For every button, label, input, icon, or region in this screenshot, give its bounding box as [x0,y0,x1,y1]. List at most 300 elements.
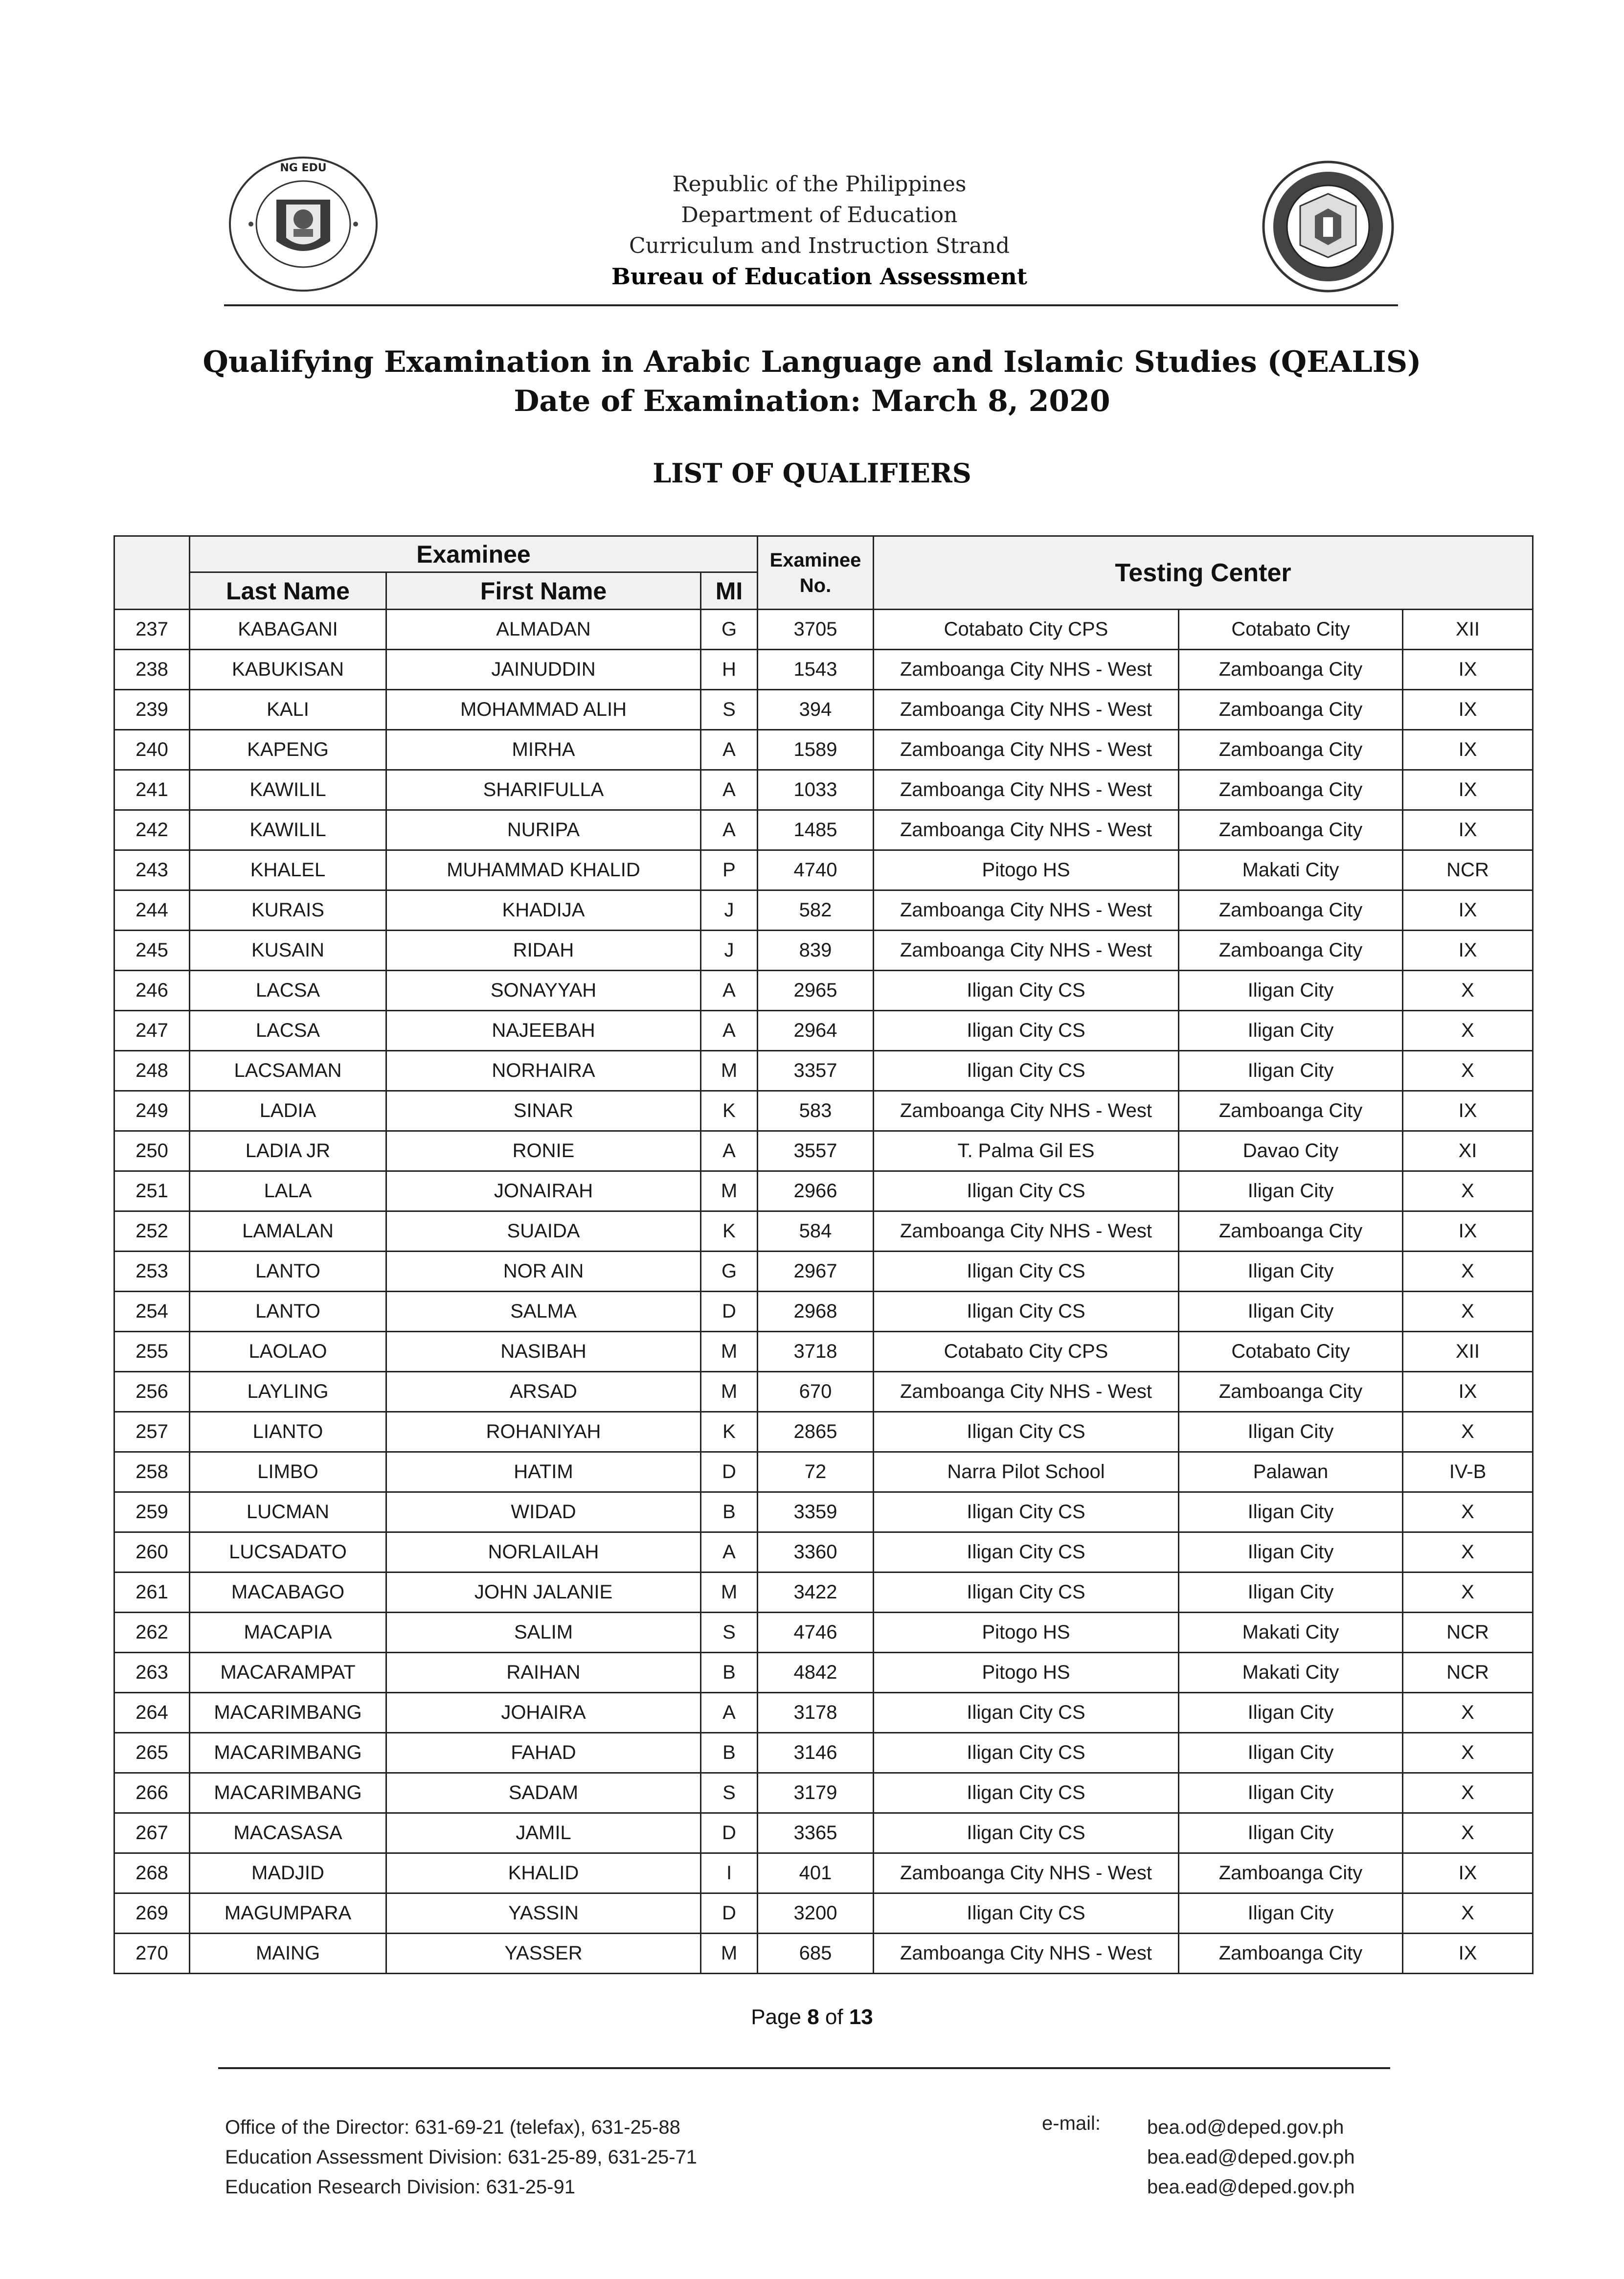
row-number: 255 [114,1332,190,1372]
letterhead [489,169,1150,292]
testing-center-city: Zamboanga City [1179,1091,1403,1131]
row-number: 250 [114,1131,190,1171]
header-examinee: Examinee [190,536,758,572]
row-number: 253 [114,1252,190,1292]
testing-center-region: XII [1403,1332,1533,1372]
first-name: ALMADAN [386,610,701,650]
testing-center-region: IX [1403,1372,1533,1412]
first-name: KHADIJA [386,890,701,931]
footer-email-od: bea.od@deped.gov.ph [1147,2117,1344,2138]
testing-center-school: Iligan City CS [874,1573,1179,1613]
header-last-name: Last Name [190,572,386,610]
testing-center-school: Iligan City CS [874,1693,1179,1733]
table-row [114,1452,1533,1492]
testing-center-school: Iligan City CS [874,1893,1179,1934]
first-name: KHALID [386,1853,701,1893]
testing-center-school: Pitogo HS [874,1613,1179,1653]
examinee-number: 685 [758,1934,874,1974]
middle-initial: B [701,1733,758,1773]
examinee-number: 2967 [758,1252,874,1292]
testing-center-region: XI [1403,1131,1533,1171]
header-examinee-no-line2: No. [799,574,832,596]
examinee-number: 3365 [758,1813,874,1853]
header-first-name: First Name [386,572,701,610]
testing-center-school: Zamboanga City NHS - West [874,770,1179,810]
examinee-number: 4842 [758,1653,874,1693]
examinee-number: 401 [758,1853,874,1893]
first-name: SALIM [386,1613,701,1653]
header-row-number [114,536,190,610]
table-row [114,770,1533,810]
testing-center-school: Zamboanga City NHS - West [874,1853,1179,1893]
last-name: LANTO [190,1252,386,1292]
testing-center-region: X [1403,1773,1533,1813]
row-number: 247 [114,1011,190,1051]
table-row [114,1412,1533,1452]
table-row [114,971,1533,1011]
testing-center-region: IX [1403,650,1533,690]
last-name: LACSA [190,1011,386,1051]
middle-initial: M [701,1051,758,1091]
first-name: NOR AIN [386,1252,701,1292]
middle-initial: A [701,1131,758,1171]
header-examinee-no [758,536,874,610]
last-name: MAGUMPARA [190,1893,386,1934]
row-number: 239 [114,690,190,730]
first-name: RIDAH [386,931,701,971]
testing-center-school: Pitogo HS [874,1653,1179,1693]
middle-initial: H [701,650,758,690]
table-row [114,1252,1533,1292]
testing-center-city: Zamboanga City [1179,1853,1403,1893]
first-name: JOHN JALANIE [386,1573,701,1613]
examinee-number: 72 [758,1452,874,1492]
list-title: LIST OF QUALIFIERS [653,457,971,489]
testing-center-city: Iligan City [1179,1292,1403,1332]
examinee-number: 3422 [758,1573,874,1613]
testing-center-city: Zamboanga City [1179,1934,1403,1974]
table-row [114,931,1533,971]
testing-center-region: X [1403,1252,1533,1292]
first-name: YASSIN [386,1893,701,1934]
first-name: NORLAILAH [386,1532,701,1573]
table-row [114,1492,1533,1532]
table-row [114,1613,1533,1653]
middle-initial: B [701,1653,758,1693]
last-name: MACARAMPAT [190,1653,386,1693]
last-name: KAWILIL [190,770,386,810]
first-name: SADAM [386,1773,701,1813]
first-name: JAINUDDIN [386,650,701,690]
testing-center-school: Iligan City CS [874,1171,1179,1211]
table-row [114,1051,1533,1091]
last-name: KURAIS [190,890,386,931]
first-name: SHARIFULLA [386,770,701,810]
testing-center-city: Iligan City [1179,1733,1403,1773]
testing-center-region: X [1403,1171,1533,1211]
row-number: 270 [114,1934,190,1974]
examinee-number: 3146 [758,1733,874,1773]
row-number: 251 [114,1171,190,1211]
table-row [114,1011,1533,1051]
first-name: NORHAIRA [386,1051,701,1091]
svg-text:NG EDU: NG EDU [280,162,327,174]
examinee-number: 3557 [758,1131,874,1171]
testing-center-city: Zamboanga City [1179,810,1403,850]
last-name: KHALEL [190,850,386,890]
row-number: 245 [114,931,190,971]
last-name: KUSAIN [190,931,386,971]
examinee-number: 1033 [758,770,874,810]
row-number: 259 [114,1492,190,1532]
first-name: HATIM [386,1452,701,1492]
examinee-number: 1485 [758,810,874,850]
examinee-number: 4740 [758,850,874,890]
last-name: LIMBO [190,1452,386,1492]
page-prefix: Page [751,2005,808,2029]
testing-center-city: Iligan City [1179,1252,1403,1292]
testing-center-city: Iligan City [1179,1171,1403,1211]
testing-center-school: Zamboanga City NHS - West [874,1372,1179,1412]
testing-center-school: Zamboanga City NHS - West [874,1934,1179,1974]
middle-initial: A [701,1532,758,1573]
exam-date: Date of Examination: March 8, 2020 [514,384,1110,418]
middle-initial: D [701,1292,758,1332]
first-name: SALMA [386,1292,701,1332]
page-middle: of [819,2005,849,2029]
table-row [114,1773,1533,1813]
bea-seal-icon [1261,160,1395,294]
footer-assessment-phone: Education Assessment Division: 631-25-89, 631-25-71 [225,2146,697,2168]
testing-center-region: X [1403,1051,1533,1091]
examinee-number: 3200 [758,1893,874,1934]
testing-center-city: Davao City [1179,1131,1403,1171]
last-name: LAYLING [190,1372,386,1412]
last-name: LUCMAN [190,1492,386,1532]
footer-email-ead: bea.ead@deped.gov.ph [1147,2146,1355,2168]
testing-center-region: IX [1403,1853,1533,1893]
table-row [114,1091,1533,1131]
table-row [114,890,1533,931]
examinee-number: 1543 [758,650,874,690]
table-row [114,1211,1533,1252]
last-name: MACARIMBANG [190,1733,386,1773]
middle-initial: M [701,1573,758,1613]
middle-initial: A [701,730,758,770]
testing-center-region: X [1403,1813,1533,1853]
row-number: 246 [114,971,190,1011]
table-row [114,850,1533,890]
table-row [114,1653,1533,1693]
table-row [114,1131,1533,1171]
row-number: 260 [114,1532,190,1573]
examinee-number: 4746 [758,1613,874,1653]
testing-center-region: X [1403,1292,1533,1332]
row-number: 268 [114,1853,190,1893]
testing-center-city: Palawan [1179,1452,1403,1492]
testing-center-school: Pitogo HS [874,850,1179,890]
row-number: 244 [114,890,190,931]
testing-center-region: X [1403,1011,1533,1051]
testing-center-city: Iligan City [1179,1893,1403,1934]
testing-center-school: Iligan City CS [874,1011,1179,1051]
testing-center-region: X [1403,1532,1533,1573]
first-name: JOHAIRA [386,1693,701,1733]
table-row [114,1813,1533,1853]
middle-initial: K [701,1211,758,1252]
row-number: 254 [114,1292,190,1332]
testing-center-region: X [1403,1573,1533,1613]
testing-center-region: X [1403,1492,1533,1532]
row-number: 264 [114,1693,190,1733]
row-number: 249 [114,1091,190,1131]
last-name: MACASASA [190,1813,386,1853]
first-name: MIRHA [386,730,701,770]
testing-center-city: Zamboanga City [1179,931,1403,971]
middle-initial: G [701,1252,758,1292]
first-name: MUHAMMAD KHALID [386,850,701,890]
last-name: KALI [190,690,386,730]
page-number [685,2005,939,2029]
testing-center-region: X [1403,1412,1533,1452]
table-row [114,1693,1533,1733]
testing-center-city: Makati City [1179,1613,1403,1653]
testing-center-city: Zamboanga City [1179,890,1403,931]
first-name: ROHANIYAH [386,1412,701,1452]
testing-center-city: Zamboanga City [1179,1372,1403,1412]
testing-center-region: IV-B [1403,1452,1533,1492]
middle-initial: K [701,1091,758,1131]
middle-initial: D [701,1893,758,1934]
testing-center-region: X [1403,1733,1533,1773]
examinee-number: 2865 [758,1412,874,1452]
letterhead-divider [224,304,1398,306]
examinee-number: 3718 [758,1332,874,1372]
letterhead-republic: Republic of the Philippines [672,172,967,197]
footer-contacts [225,2113,697,2202]
row-number: 265 [114,1733,190,1773]
last-name: LUCSADATO [190,1532,386,1573]
first-name: JONAIRAH [386,1171,701,1211]
examinee-number: 394 [758,690,874,730]
page-total: 13 [849,2005,873,2029]
testing-center-school: Zamboanga City NHS - West [874,650,1179,690]
testing-center-school: Iligan City CS [874,1051,1179,1091]
row-number: 261 [114,1573,190,1613]
footer-email-ead-2: bea.ead@deped.gov.ph [1147,2176,1355,2198]
middle-initial: S [701,690,758,730]
deped-seal-icon [227,156,379,293]
footer-research-phone: Education Research Division: 631-25-91 [225,2176,575,2198]
testing-center-region: IX [1403,730,1533,770]
table-row [114,1573,1533,1613]
examinee-number: 3178 [758,1693,874,1733]
testing-center-region: X [1403,1893,1533,1934]
row-number: 256 [114,1372,190,1412]
testing-center-region: NCR [1403,1653,1533,1693]
first-name: FAHAD [386,1733,701,1773]
middle-initial: M [701,1171,758,1211]
testing-center-city: Iligan City [1179,1011,1403,1051]
testing-center-school: Zamboanga City NHS - West [874,890,1179,931]
middle-initial: D [701,1452,758,1492]
table-row [114,1934,1533,1974]
row-number: 262 [114,1613,190,1653]
testing-center-school: Zamboanga City NHS - West [874,730,1179,770]
middle-initial: M [701,1332,758,1372]
testing-center-region: IX [1403,810,1533,850]
letterhead-department: Department of Education [681,203,958,228]
testing-center-city: Iligan City [1179,1492,1403,1532]
last-name: KAWILIL [190,810,386,850]
examinee-number: 2964 [758,1011,874,1051]
middle-initial: B [701,1492,758,1532]
examinee-number: 3359 [758,1492,874,1532]
testing-center-school: Zamboanga City NHS - West [874,931,1179,971]
row-number: 266 [114,1773,190,1813]
testing-center-city: Zamboanga City [1179,650,1403,690]
last-name: MACABAGO [190,1573,386,1613]
testing-center-school: Zamboanga City NHS - West [874,810,1179,850]
examinee-number: 3357 [758,1051,874,1091]
row-number: 243 [114,850,190,890]
examinee-number: 2966 [758,1171,874,1211]
middle-initial: A [701,770,758,810]
testing-center-school: Iligan City CS [874,971,1179,1011]
testing-center-region: IX [1403,770,1533,810]
testing-center-region: IX [1403,1934,1533,1974]
testing-center-school: Cotabato City CPS [874,1332,1179,1372]
testing-center-city: Iligan City [1179,1412,1403,1452]
table-row [114,1532,1533,1573]
last-name: KABUKISAN [190,650,386,690]
last-name: MACAPIA [190,1613,386,1653]
testing-center-city: Iligan City [1179,1813,1403,1853]
examinee-number: 839 [758,931,874,971]
first-name: RONIE [386,1131,701,1171]
footer-divider [218,2067,1390,2069]
footer-emails [1147,2113,1355,2202]
testing-center-school: Iligan City CS [874,1412,1179,1452]
testing-center-region: IX [1403,1211,1533,1252]
testing-center-city: Iligan City [1179,1573,1403,1613]
first-name: MOHAMMAD ALIH [386,690,701,730]
footer-director-phone: Office of the Director: 631-69-21 (telefax), 631-25-88 [225,2117,680,2138]
testing-center-school: Iligan City CS [874,1492,1179,1532]
table-row [114,1853,1533,1893]
testing-center-city: Iligan City [1179,1532,1403,1573]
testing-center-school: Iligan City CS [874,1532,1179,1573]
middle-initial: M [701,1934,758,1974]
examinee-number: 3179 [758,1773,874,1813]
testing-center-city: Zamboanga City [1179,770,1403,810]
testing-center-school: Zamboanga City NHS - West [874,690,1179,730]
table-row [114,1292,1533,1332]
examinee-number: 584 [758,1211,874,1252]
last-name: LAOLAO [190,1332,386,1372]
last-name: LADIA [190,1091,386,1131]
testing-center-city: Makati City [1179,1653,1403,1693]
examinee-number: 2965 [758,971,874,1011]
last-name: LADIA JR [190,1131,386,1171]
first-name: JAMIL [386,1813,701,1853]
last-name: MADJID [190,1853,386,1893]
last-name: KAPENG [190,730,386,770]
testing-center-school: Iligan City CS [874,1733,1179,1773]
testing-center-region: X [1403,971,1533,1011]
page-current: 8 [807,2005,819,2029]
first-name: NURIPA [386,810,701,850]
middle-initial: A [701,1011,758,1051]
last-name: LALA [190,1171,386,1211]
qualifiers-table [113,535,1534,1974]
exam-title: Qualifying Examination in Arabic Language and Islamic Studies (QEALIS) [203,345,1421,379]
testing-center-city: Zamboanga City [1179,1211,1403,1252]
middle-initial: K [701,1412,758,1452]
first-name: ARSAD [386,1372,701,1412]
first-name: SINAR [386,1091,701,1131]
middle-initial: A [701,1693,758,1733]
middle-initial: J [701,890,758,931]
last-name: MACARIMBANG [190,1773,386,1813]
examinee-number: 3360 [758,1532,874,1573]
row-number: 267 [114,1813,190,1853]
testing-center-city: Zamboanga City [1179,690,1403,730]
middle-initial: S [701,1613,758,1653]
last-name: LIANTO [190,1412,386,1452]
row-number: 240 [114,730,190,770]
table-row [114,690,1533,730]
testing-center-city: Makati City [1179,850,1403,890]
first-name: YASSER [386,1934,701,1974]
testing-center-city: Cotabato City [1179,610,1403,650]
last-name: LACSA [190,971,386,1011]
first-name: SUAIDA [386,1211,701,1252]
middle-initial: I [701,1853,758,1893]
testing-center-school: Zamboanga City NHS - West [874,1091,1179,1131]
row-number: 241 [114,770,190,810]
letterhead-bureau: Bureau of Education Assessment [611,263,1028,290]
first-name: NASIBAH [386,1332,701,1372]
examinee-number: 1589 [758,730,874,770]
testing-center-school: T. Palma Gil ES [874,1131,1179,1171]
testing-center-city: Iligan City [1179,1693,1403,1733]
middle-initial: P [701,850,758,890]
testing-center-school: Iligan City CS [874,1292,1179,1332]
testing-center-region: NCR [1403,1613,1533,1653]
last-name: MAING [190,1934,386,1974]
middle-initial: M [701,1372,758,1412]
table-row [114,1893,1533,1934]
testing-center-region: IX [1403,890,1533,931]
row-number: 252 [114,1211,190,1252]
row-number: 237 [114,610,190,650]
first-name: WIDAD [386,1492,701,1532]
last-name: MACARIMBANG [190,1693,386,1733]
testing-center-school: Cotabato City CPS [874,610,1179,650]
testing-center-school: Iligan City CS [874,1252,1179,1292]
header-mi: MI [701,572,758,610]
testing-center-region: X [1403,1693,1533,1733]
middle-initial: A [701,971,758,1011]
header-testing-center: Testing Center [874,536,1533,610]
testing-center-city: Iligan City [1179,971,1403,1011]
testing-center-school: Narra Pilot School [874,1452,1179,1492]
table-row [114,810,1533,850]
examinee-number: 583 [758,1091,874,1131]
table-row [114,610,1533,650]
exam-heading [127,342,1497,421]
